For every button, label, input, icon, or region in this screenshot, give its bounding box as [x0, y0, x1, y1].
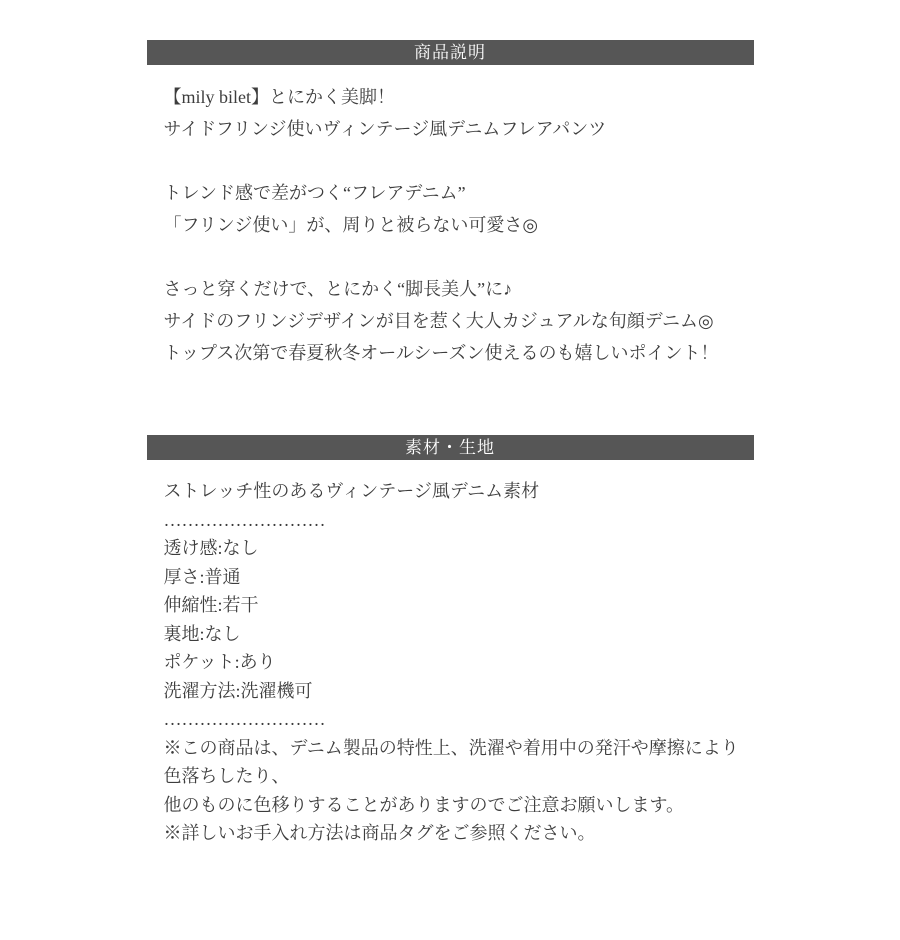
text-line-care-tag: ※詳しいお手入れ方法は商品タグをご参照ください。: [163, 823, 596, 843]
section-title-material: 素材・生地: [405, 438, 495, 457]
section-title-description: 商品説明: [414, 43, 486, 62]
text-line-all-season: トップス次第で春夏秋冬オールシーズン使えるのも嬉しいポイント！: [163, 343, 719, 363]
text-line-side-design: サイドのフリンジデザインが目を惹く大人カジュアルな旬顔デニム◎: [163, 311, 714, 331]
text-line-lining: 裏地:なし: [163, 623, 241, 644]
text-line-legs: さっと穿くだけで、とにかく“脚長美人”に♪: [163, 279, 513, 299]
description-text-block: [147, 65, 754, 369]
text-line-blank: [164, 145, 754, 177]
text-line-product-name: サイドフリンジ使いヴィンテージ風デニムフレアパンツ: [163, 119, 607, 139]
text-line-trend: トレンド感で差がつく“フレアデニム”: [163, 183, 466, 203]
text-line-fringe: 「フリンジ使い」が、周りと被らない可愛さ◎: [163, 215, 539, 235]
text-line-sheerness: 透け感:なし: [163, 538, 259, 558]
material-text-block: [147, 460, 754, 848]
product-description-page: [147, 40, 754, 848]
text-line-caution-1: ※この商品は、デニム製品の特性上、洗濯や着用中の発汗や摩擦により: [163, 737, 739, 758]
section-header-material: [147, 435, 754, 460]
dotted-divider: ………………………: [163, 709, 326, 729]
text-line-pocket: ポケット:あり: [163, 652, 276, 672]
text-line-caution-3: 他のものに色移りすることがありますのでご注意お願いします。: [163, 794, 685, 815]
dotted-divider: ………………………: [163, 509, 326, 530]
section-header-description: [147, 40, 754, 65]
text-line-stretch: 伸縮性:若干: [163, 595, 259, 615]
text-line-fabric: ストレッチ性のあるヴィンテージ風デニム素材: [163, 481, 540, 501]
text-line-washing: 洗濯方法:洗濯機可: [163, 680, 313, 701]
text-line-thickness: 厚さ:普通: [163, 566, 241, 587]
text-line-blank: [164, 241, 754, 273]
text-line-brand-catch: 【mily bilet】とにかく美脚！: [163, 87, 395, 107]
text-line-caution-2: 色落ちしたり、: [163, 766, 290, 786]
